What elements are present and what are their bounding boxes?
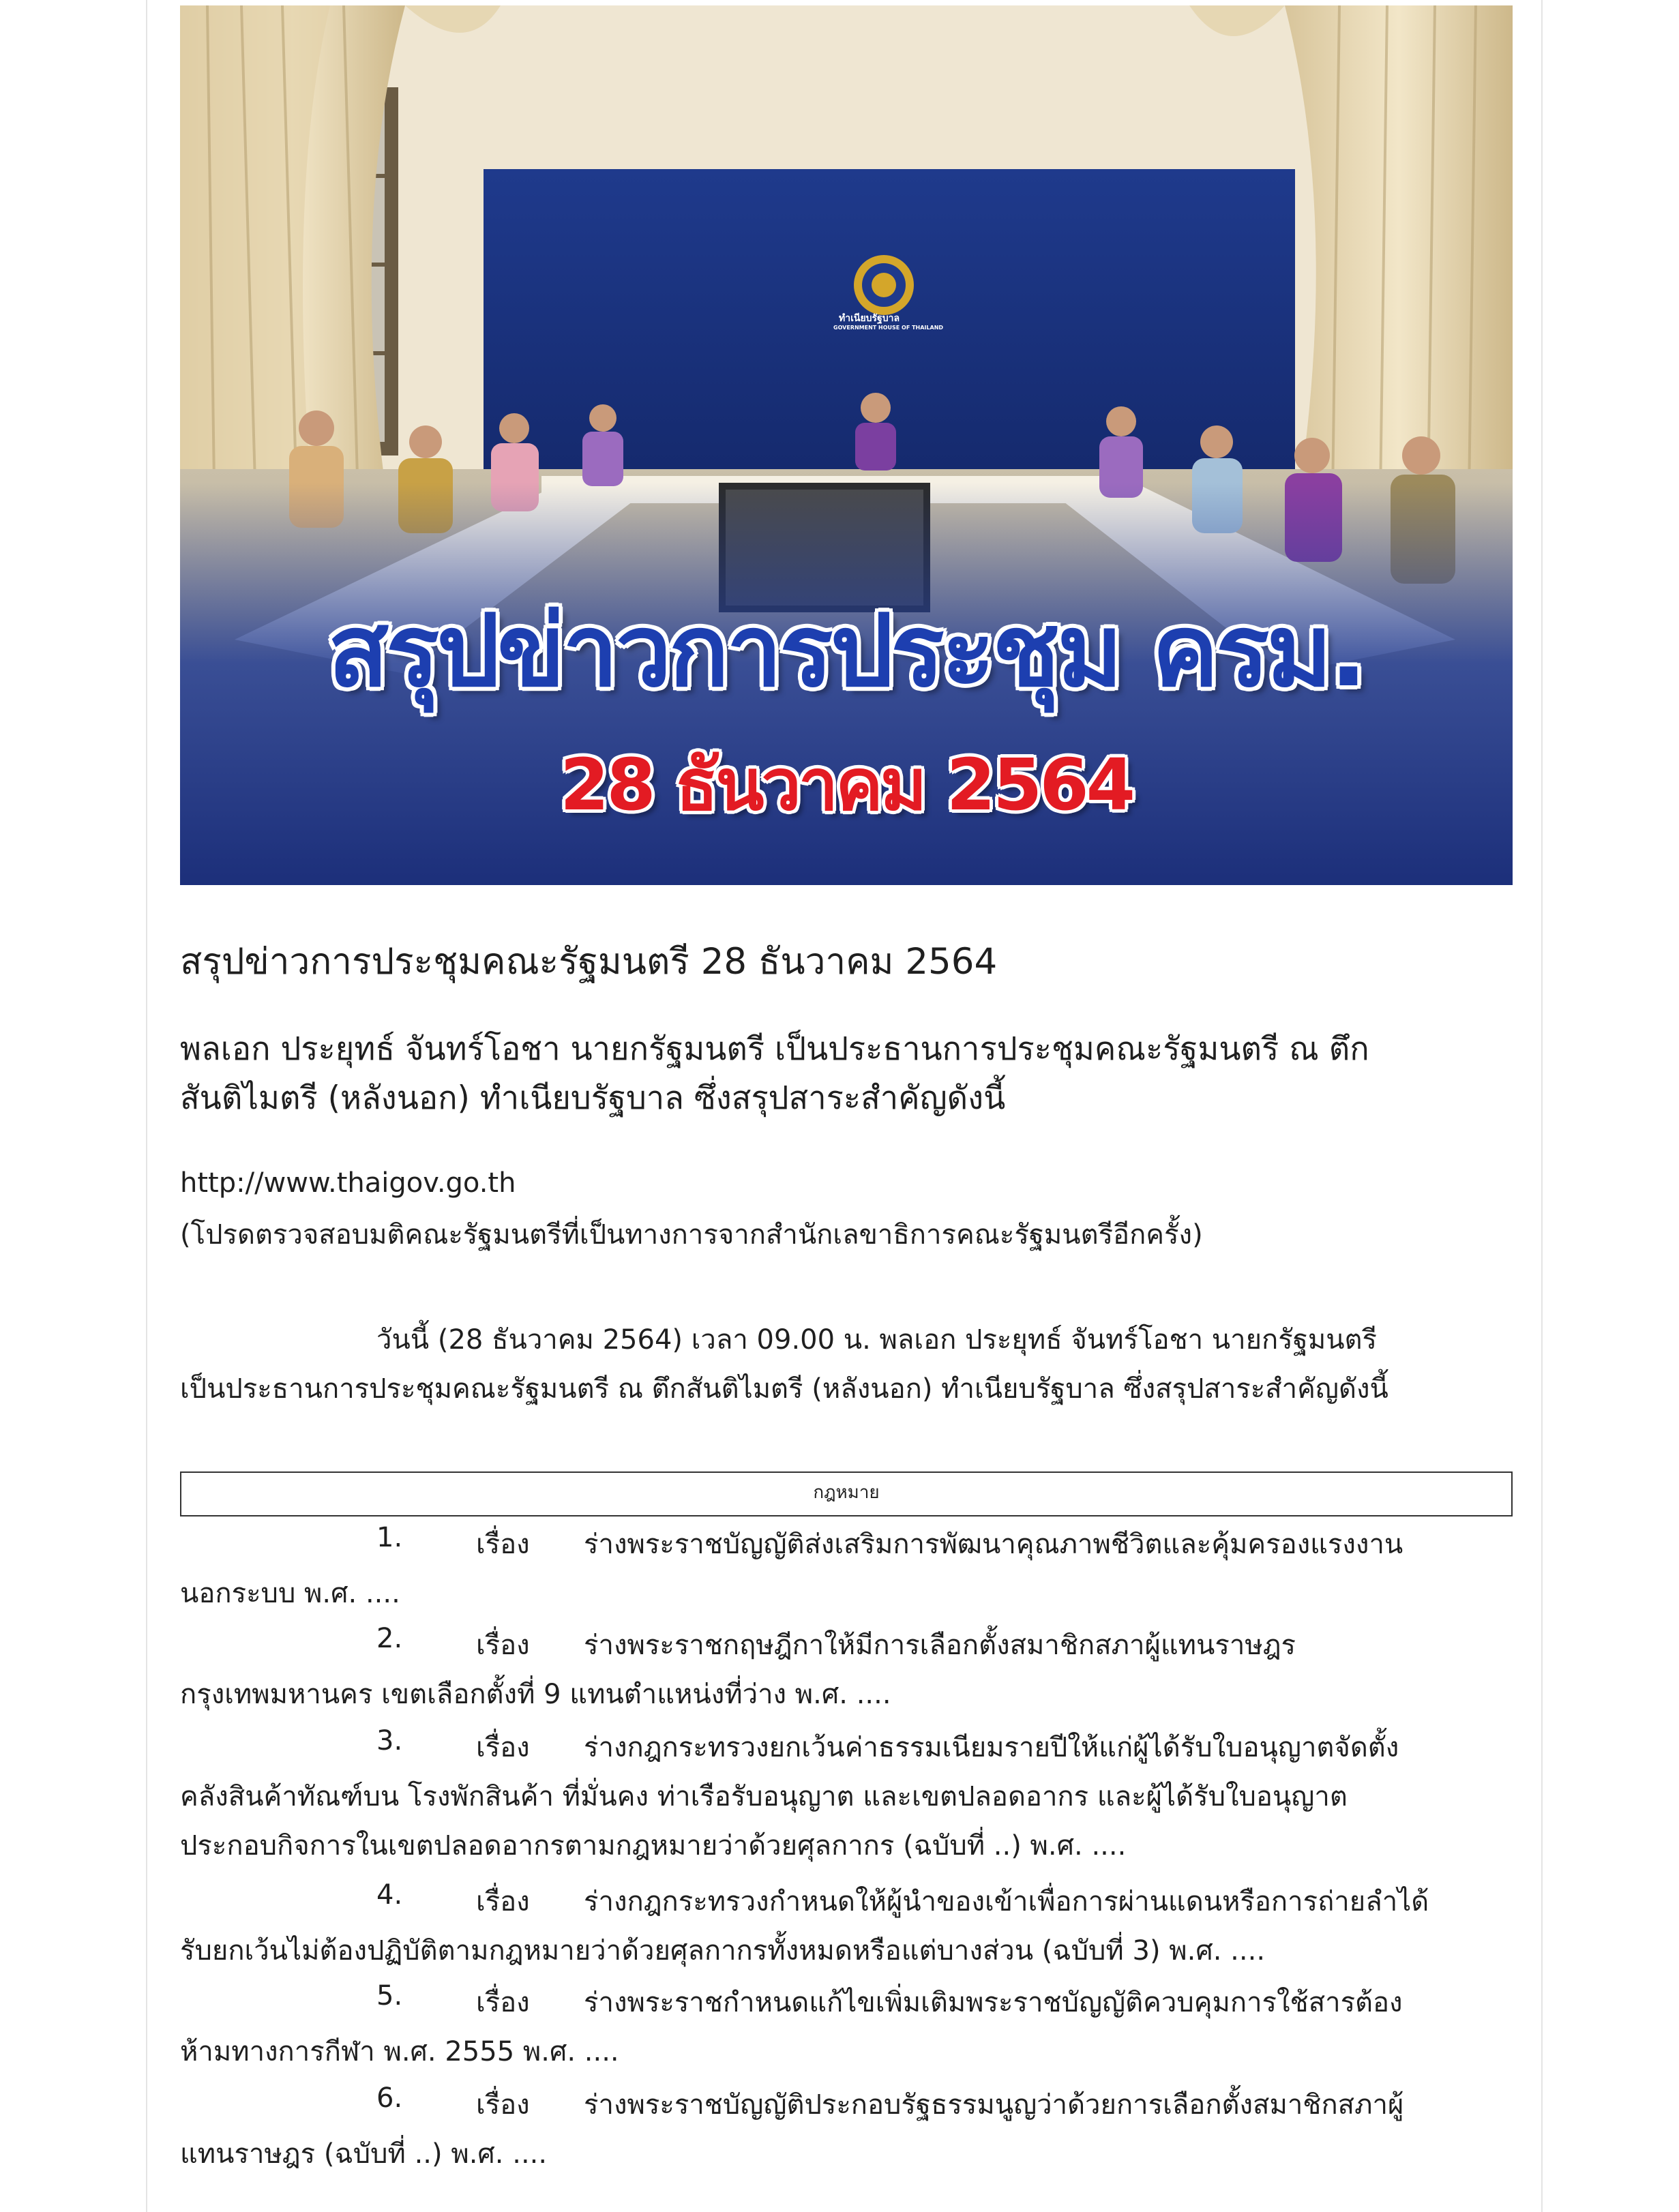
item-title-line: นอกระบบ พ.ศ. ....: [180, 1578, 400, 1609]
item-label: เรื่อง: [476, 1732, 530, 1763]
item-number: 2.: [376, 1623, 403, 1654]
item-title-line: รับยกเว้นไม่ต้องปฏิบัติตามกฎหมายว่าด้วยศุลกากรทั้งหมดหรือแต่บางส่วน (ฉบับที่ 3) พ.ศ. ....: [180, 1935, 1266, 1967]
item-title-line: กรุงเทพมหานคร เขตเลือกตั้งที่ 9 แทนตำแหน่งที่ว่าง พ.ศ. ....: [180, 1679, 891, 1710]
item-title-line: ร่างพระราชกำหนดแก้ไขเพิ่มเติมพระราชบัญญัติควบคุมการใช้สารต้อง: [584, 1987, 1403, 2018]
hero-image: [180, 5, 1513, 885]
item-label: เรื่อง: [476, 1886, 530, 1917]
item-number: 6.: [376, 2082, 403, 2114]
backdrop-logo-subtext: GOVERNMENT HOUSE OF THAILAND: [833, 325, 944, 331]
article-title: สรุปข่าวการประชุมคณะรัฐมนตรี 28 ธันวาคม 2564: [180, 941, 998, 983]
hero-headline: สรุปข่าวการประชุม ครม.: [327, 593, 1365, 709]
item-number: 3.: [376, 1725, 403, 1757]
item-title-line: ประกอบกิจการในเขตปลอดอากรตามกฎหมายว่าด้วยศุลกากร (ฉบับที่ ..) พ.ศ. ....: [180, 1830, 1127, 1862]
hero-date-banner: 28 ธันวาคม 2564: [559, 743, 1133, 826]
disclaimer-text: (โปรดตรวจสอบมติคณะรัฐมนตรีที่เป็นทางการจากสำนักเลขาธิการคณะรัฐมนตรีอีกครั้ง): [180, 1219, 1203, 1251]
intro-line-1: วันนี้ (28 ธันวาคม 2564) เวลา 09.00 น. พลเอก ประยุทธ์ จันทร์โอชา นายกรัฐมนตรี: [376, 1324, 1377, 1356]
item-number: 1.: [376, 1522, 403, 1553]
item-label: เรื่อง: [476, 2089, 530, 2121]
item-title-line: ร่างพระราชกฤษฎีกาให้มีการเลือกตั้งสมาชิกสภาผู้แทนราษฎร: [584, 1630, 1296, 1661]
item-label: เรื่อง: [476, 1630, 530, 1661]
lead-line-2: สันติไมตรี (หลังนอก) ทำเนียบรัฐบาล ซึ่งสรุปสาระสำคัญดังนี้: [180, 1079, 1006, 1117]
item-label: เรื่อง: [476, 1987, 530, 2018]
item-title-line: ร่างกฎกระทรวงยกเว้นค่าธรรมเนียมรายปีให้แก่ผู้ได้รับใบอนุญาตจัดตั้ง: [584, 1732, 1399, 1763]
item-title-line: ห้ามทางการกีฬา พ.ศ. 2555 พ.ศ. ....: [180, 2036, 619, 2067]
law-section-heading: กฎหมาย: [180, 1471, 1513, 1516]
item-number: 5.: [376, 1980, 403, 2012]
lead-line-1: พลเอก ประยุทธ์ จันทร์โอชา นายกรัฐมนตรี เป็นประธานการประชุมคณะรัฐมนตรี ณ ตึก: [180, 1030, 1369, 1068]
source-link[interactable]: http://www.thaigov.go.th: [180, 1167, 516, 1199]
item-title-line: ร่างพระราชบัญญัติประกอบรัฐธรรมนูญว่าด้วยการเลือกตั้งสมาชิกสภาผู้: [584, 2089, 1404, 2121]
item-title-line: ร่างพระราชบัญญัติส่งเสริมการพัฒนาคุณภาพชีวิตและคุ้มครองแรงงาน: [584, 1529, 1403, 1560]
backdrop-logo-text: ทำเนียบรัฐบาล: [839, 313, 900, 324]
item-title-line: ร่างกฎกระทรวงกำหนดให้ผู้นำของเข้าเพื่อการผ่านแดนหรือการถ่ายลำได้: [584, 1886, 1429, 1917]
item-title-line: แทนราษฎร (ฉบับที่ ..) พ.ศ. ....: [180, 2138, 548, 2170]
intro-line-2: เป็นประธานการประชุมคณะรัฐมนตรี ณ ตึกสันติไมตรี (หลังนอก) ทำเนียบรัฐบาล ซึ่งสรุปสาระสำคัญดังนี้: [180, 1373, 1388, 1405]
item-title-line: คลังสินค้าทัณฑ์บน โรงพักสินค้า ที่มั่นคง ท่าเรือรับอนุญาต และเขตปลอดอากร และผู้ได้รับใบอนุญาต: [180, 1781, 1348, 1812]
item-number: 4.: [376, 1879, 403, 1911]
item-label: เรื่อง: [476, 1529, 530, 1560]
